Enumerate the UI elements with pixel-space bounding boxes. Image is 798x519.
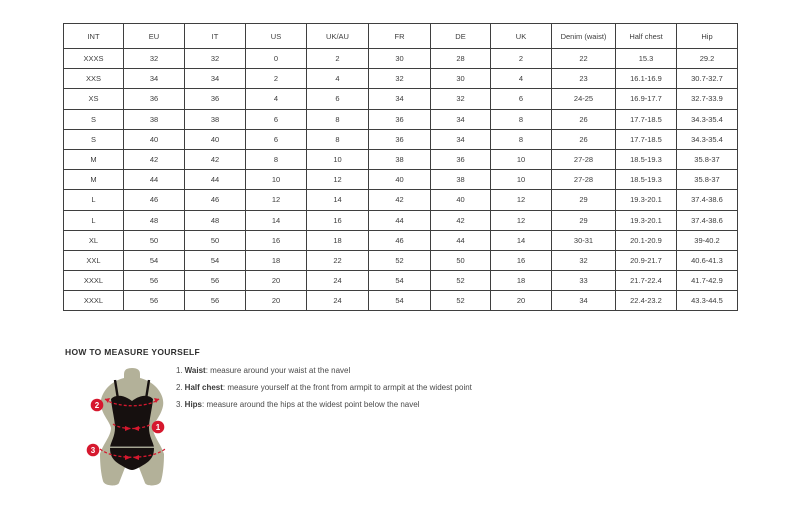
measure-marker-chest (91, 399, 104, 412)
table-cell: 20 (246, 291, 307, 311)
table-cell: 56 (185, 291, 246, 311)
table-cell: 37.4-38.6 (677, 210, 738, 230)
table-cell: 50 (431, 250, 491, 270)
instruction-text: : measure yourself at the front from armpit to armpit at the widest point (222, 383, 472, 392)
table-cell: 2 (307, 49, 369, 69)
table-cell: 8 (491, 109, 552, 129)
instruction-text: : measure around the hips at the widest point below the navel (202, 400, 420, 409)
table-cell: 50 (185, 230, 246, 250)
measure-instructions-list (176, 366, 472, 417)
table-cell: XL (64, 230, 124, 250)
table-cell: 38 (124, 109, 185, 129)
table-cell: 36 (124, 89, 185, 109)
table-cell: 20 (491, 291, 552, 311)
measure-instruction-half-chest (176, 383, 472, 400)
measure-section-heading: HOW TO MEASURE YOURSELF (65, 347, 201, 357)
table-cell: 34 (431, 129, 491, 149)
table-cell: 12 (307, 170, 369, 190)
table-cell: 27-28 (552, 170, 616, 190)
table-cell: 54 (369, 271, 431, 291)
table-cell: 44 (431, 230, 491, 250)
table-cell: 36 (369, 129, 431, 149)
measure-marker-hips (87, 444, 100, 457)
measure-instruction-waist (176, 366, 472, 383)
table-cell: 36 (369, 109, 431, 129)
table-row (64, 69, 738, 89)
table-cell: XXS (64, 69, 124, 89)
col-header-ukau: UK/AU (307, 24, 369, 49)
table-cell: 29 (552, 190, 616, 210)
table-cell: 26 (552, 109, 616, 129)
table-cell: 22.4-23.2 (616, 291, 677, 311)
table-cell: 17.7-18.5 (616, 129, 677, 149)
table-cell: 10 (307, 149, 369, 169)
table-cell: 24-25 (552, 89, 616, 109)
table-cell: 14 (246, 210, 307, 230)
table-cell: 4 (491, 69, 552, 89)
table-cell: 35.8-37 (677, 170, 738, 190)
table-cell: 12 (491, 190, 552, 210)
table-row (64, 170, 738, 190)
table-cell: 34 (185, 69, 246, 89)
table-cell: 34 (369, 89, 431, 109)
table-cell: 48 (124, 210, 185, 230)
table-cell: 10 (491, 149, 552, 169)
size-chart-table (63, 23, 738, 311)
instruction-text: : measure around your waist at the navel (205, 366, 351, 375)
table-cell: 22 (307, 250, 369, 270)
size-table-body (64, 49, 738, 311)
table-cell: XS (64, 89, 124, 109)
table-cell: S (64, 109, 124, 129)
table-cell: 6 (307, 89, 369, 109)
table-cell: 37.4-38.6 (677, 190, 738, 210)
table-cell: 24 (307, 291, 369, 311)
col-header-int: INT (64, 24, 124, 49)
table-cell: 8 (307, 129, 369, 149)
table-cell: 14 (307, 190, 369, 210)
table-cell: 19.3-20.1 (616, 210, 677, 230)
table-cell: 26 (552, 129, 616, 149)
table-cell: 16 (246, 230, 307, 250)
table-cell: 2 (246, 69, 307, 89)
table-cell: 34 (552, 291, 616, 311)
marker-number-chest: 2 (94, 401, 100, 410)
table-cell: 33 (552, 271, 616, 291)
table-cell: 4 (246, 89, 307, 109)
table-cell: 6 (491, 89, 552, 109)
measurement-figure (85, 368, 180, 490)
table-cell: 10 (246, 170, 307, 190)
table-cell: 36 (185, 89, 246, 109)
table-cell: 32.7-33.9 (677, 89, 738, 109)
table-cell: XXXL (64, 271, 124, 291)
table-cell: XXL (64, 250, 124, 270)
col-header-hip: Hip (677, 24, 738, 49)
table-cell: 34.3-35.4 (677, 109, 738, 129)
table-cell: 52 (369, 250, 431, 270)
col-header-de: DE (431, 24, 491, 49)
col-header-us: US (246, 24, 307, 49)
table-cell: 46 (185, 190, 246, 210)
table-cell: 44 (185, 170, 246, 190)
table-row (64, 129, 738, 149)
table-cell: 16 (491, 250, 552, 270)
header-row (64, 24, 738, 49)
table-cell: 32 (185, 49, 246, 69)
table-cell: 30.7-32.7 (677, 69, 738, 89)
table-cell: 34.3-35.4 (677, 129, 738, 149)
table-cell: 32 (124, 49, 185, 69)
table-cell: 29 (552, 210, 616, 230)
table-cell: 19.3-20.1 (616, 190, 677, 210)
table-cell: 29.2 (677, 49, 738, 69)
table-cell: 54 (369, 291, 431, 311)
table-cell: 41.7-42.9 (677, 271, 738, 291)
col-header-eu: EU (124, 24, 185, 49)
instruction-label: Hips (184, 400, 203, 409)
table-cell: 40 (124, 129, 185, 149)
table-cell: 8 (491, 129, 552, 149)
table-cell: 20 (246, 271, 307, 291)
table-cell: 52 (431, 291, 491, 311)
table-cell: 16.1-16.9 (616, 69, 677, 89)
size-table-header (64, 24, 738, 49)
table-cell: 56 (124, 291, 185, 311)
col-header-denim: Denim (waist) (552, 24, 616, 49)
table-cell: 0 (246, 49, 307, 69)
table-cell: 54 (124, 250, 185, 270)
table-cell: M (64, 170, 124, 190)
col-header-half-chest: Half chest (616, 24, 677, 49)
table-cell: 32 (369, 69, 431, 89)
table-cell: 16 (307, 210, 369, 230)
table-cell: 4 (307, 69, 369, 89)
mannequin-illustration-icon (85, 368, 180, 490)
table-cell: 56 (185, 271, 246, 291)
marker-number-waist: 1 (155, 423, 161, 432)
table-cell: 30-31 (552, 230, 616, 250)
table-cell: 18 (491, 271, 552, 291)
table-cell: 24 (307, 271, 369, 291)
table-cell: 15.3 (616, 49, 677, 69)
table-cell: 42 (431, 210, 491, 230)
table-cell: 38 (369, 149, 431, 169)
table-cell: 12 (491, 210, 552, 230)
table-cell: 12 (246, 190, 307, 210)
table-cell: 16.9-17.7 (616, 89, 677, 109)
table-row (64, 149, 738, 169)
table-cell: 34 (431, 109, 491, 129)
instruction-label: Half chest (184, 383, 223, 392)
table-cell: 18.5-19.3 (616, 149, 677, 169)
table-cell: 10 (491, 170, 552, 190)
table-row (64, 210, 738, 230)
table-cell: 6 (246, 129, 307, 149)
table-cell: 32 (552, 250, 616, 270)
table-cell: 56 (124, 271, 185, 291)
table-cell: 38 (431, 170, 491, 190)
table-cell: 52 (431, 271, 491, 291)
table-cell: M (64, 149, 124, 169)
table-row (64, 89, 738, 109)
table-cell: 48 (185, 210, 246, 230)
table-cell: 46 (369, 230, 431, 250)
instruction-number: 2. (176, 383, 183, 392)
table-cell: 21.7-22.4 (616, 271, 677, 291)
table-cell: L (64, 190, 124, 210)
table-cell: 14 (491, 230, 552, 250)
instruction-number: 1. (176, 366, 183, 375)
table-cell: 22 (552, 49, 616, 69)
table-row (64, 190, 738, 210)
instruction-number: 3. (176, 400, 183, 409)
table-row (64, 49, 738, 69)
table-cell: 39-40.2 (677, 230, 738, 250)
marker-number-hips: 3 (90, 446, 96, 455)
table-cell: 40 (185, 129, 246, 149)
table-cell: 18 (246, 250, 307, 270)
table-cell: XXXS (64, 49, 124, 69)
table-cell: 20.1-20.9 (616, 230, 677, 250)
table-cell: 46 (124, 190, 185, 210)
table-cell: 50 (124, 230, 185, 250)
table-cell: 8 (307, 109, 369, 129)
table-cell: 23 (552, 69, 616, 89)
table-cell: S (64, 129, 124, 149)
table-cell: 40.6-41.3 (677, 250, 738, 270)
measure-marker-waist (152, 421, 165, 434)
table-cell: 30 (369, 49, 431, 69)
table-cell: 6 (246, 109, 307, 129)
table-cell: 40 (369, 170, 431, 190)
col-header-uk: UK (491, 24, 552, 49)
table-cell: 17.7-18.5 (616, 109, 677, 129)
table-cell: 44 (124, 170, 185, 190)
table-row (64, 109, 738, 129)
table-cell: 36 (431, 149, 491, 169)
table-row (64, 250, 738, 270)
table-cell: 42 (185, 149, 246, 169)
col-header-it: IT (185, 24, 246, 49)
table-cell: 8 (246, 149, 307, 169)
table-row (64, 271, 738, 291)
measure-instruction-hips (176, 400, 472, 417)
table-cell: XXXL (64, 291, 124, 311)
table-cell: 40 (431, 190, 491, 210)
table-cell: 42 (124, 149, 185, 169)
table-cell: 28 (431, 49, 491, 69)
table-row (64, 230, 738, 250)
table-cell: 44 (369, 210, 431, 230)
table-row (64, 291, 738, 311)
table-cell: 27-28 (552, 149, 616, 169)
table-cell: 2 (491, 49, 552, 69)
table-cell: 30 (431, 69, 491, 89)
table-cell: 54 (185, 250, 246, 270)
table-cell: L (64, 210, 124, 230)
table-cell: 18.5-19.3 (616, 170, 677, 190)
instruction-label: Waist (184, 366, 206, 375)
table-cell: 32 (431, 89, 491, 109)
table-cell: 20.9-21.7 (616, 250, 677, 270)
col-header-fr: FR (369, 24, 431, 49)
table-cell: 18 (307, 230, 369, 250)
table-cell: 38 (185, 109, 246, 129)
table-cell: 42 (369, 190, 431, 210)
table-cell: 34 (124, 69, 185, 89)
table-cell: 35.8-37 (677, 149, 738, 169)
table-cell: 43.3-44.5 (677, 291, 738, 311)
